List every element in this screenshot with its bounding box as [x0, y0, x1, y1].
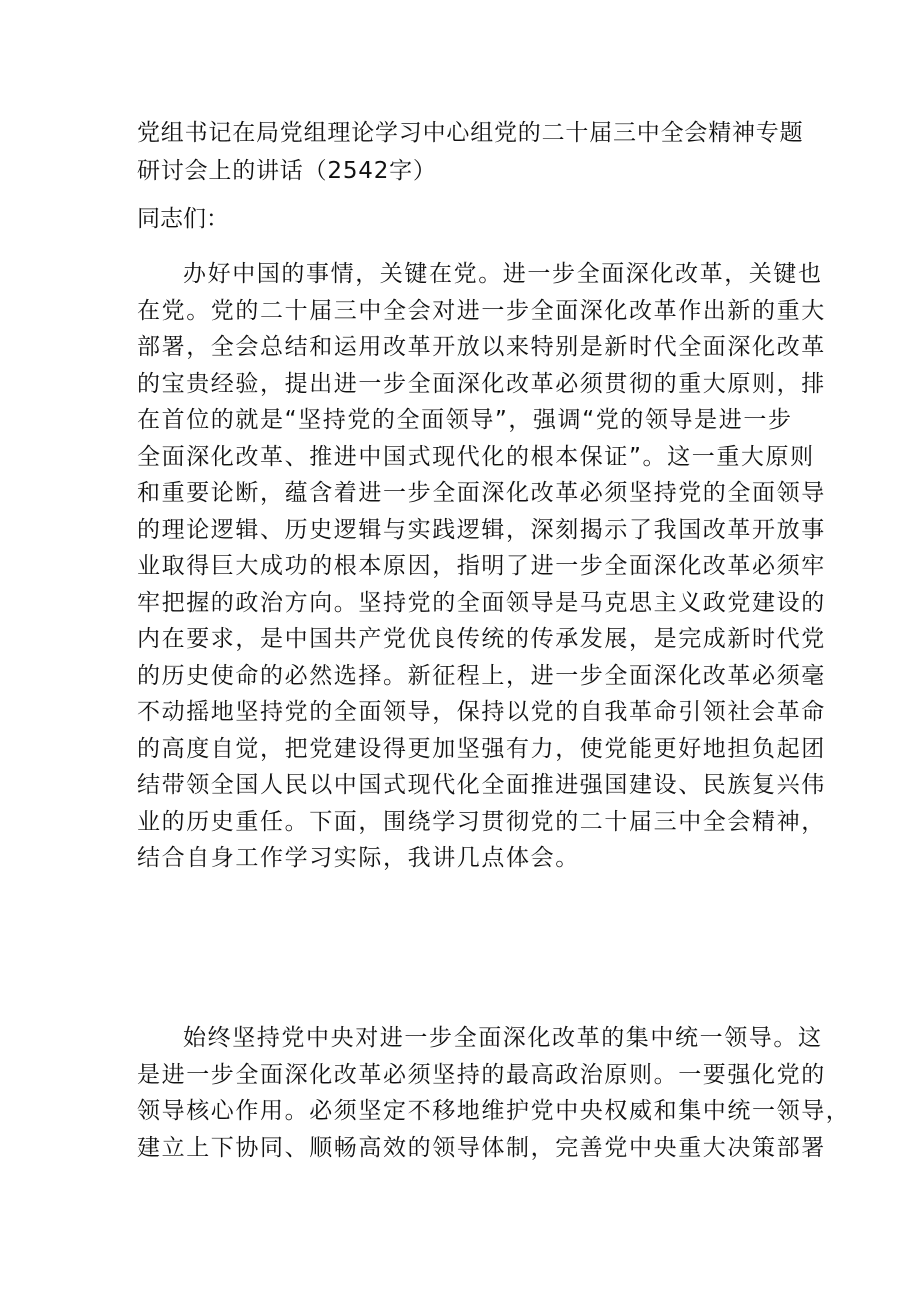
paragraph-line: 的高度自觉，把党建设得更加坚强有力，使党能更好地担负起团 — [137, 735, 826, 762]
paragraph-line: 是进一步全面深化改革必须坚持的最高政治原则。一要强化党的 — [137, 1061, 826, 1088]
paragraph-line: 部署，全会总结和运用改革开放以来特别是新时代全面深化改革 — [137, 334, 826, 360]
paragraph-line: 的理论逻辑、历史逻辑与实践逻辑，深刻揭示了我国改革开放事 — [137, 516, 826, 543]
body-paragraph — [137, 256, 826, 877]
paragraph-line: 建立上下协同、顺畅高效的领导体制，完善党中央重大决策部署 — [137, 1134, 826, 1161]
paragraph-line: 结合自身工作学习实际，我讲几点体会。 — [137, 845, 580, 871]
paragraph-line: 业取得巨大成功的根本原因，指明了进一步全面深化改革必须牢 — [137, 553, 826, 579]
body-paragraph — [137, 1020, 851, 1166]
paragraph-line: 结带领全国人民以中国式现代化全面推进强国建设、民族复兴伟 — [137, 772, 826, 798]
document-title — [137, 114, 804, 190]
paragraph-line: 领导核心作用。必须坚定不移地维护党中央权威和集中统一领导， — [137, 1098, 851, 1124]
paragraph-line: 牢把握的政治方向。坚持党的全面领导是马克思主义政党建设的 — [137, 589, 826, 616]
paragraph-line: 在党。党的二十届三中全会对进一步全面深化改革作出新的重大 — [137, 297, 826, 324]
paragraph-line: 和重要论断，蕴含着进一步全面深化改革必须坚持党的全面领导 — [137, 480, 826, 506]
paragraph-line: 的历史使命的必然选择。新征程上，进一步全面深化改革必须毫 — [137, 662, 826, 689]
greeting: 同志们： — [137, 206, 229, 232]
paragraph-line: 在首位的就是“坚持党的全面领导”，强调“党的领导是进一步 — [137, 407, 793, 433]
paragraph-line: 办好中国的事情，关键在党。进一步全面深化改革，关键也 — [183, 261, 823, 287]
paragraph-line: 业的历史重任。下面，围绕学习贯彻党的二十届三中全会精神， — [137, 808, 826, 835]
paragraph-line: 不动摇地坚持党的全面领导，保持以党的自我革命引领社会革命 — [137, 699, 826, 725]
title-line: 研讨会上的讲话（2542字） — [137, 158, 437, 184]
title-line: 党组书记在局党组理论学习中心组党的二十届三中全会精神专题 — [137, 120, 804, 146]
paragraph-line: 的宝贵经验，提出进一步全面深化改革必须贯彻的重大原则，排 — [137, 370, 826, 397]
paragraph-line: 全面深化改革、推进中国式现代化的根本保证”。这一重大原则 — [137, 443, 815, 470]
paragraph-line: 内在要求，是中国共产党优良传统的传承发展，是完成新时代党 — [137, 626, 826, 652]
paragraph-line: 始终坚持党中央对进一步全面深化改革的集中统一领导。这 — [183, 1025, 823, 1051]
